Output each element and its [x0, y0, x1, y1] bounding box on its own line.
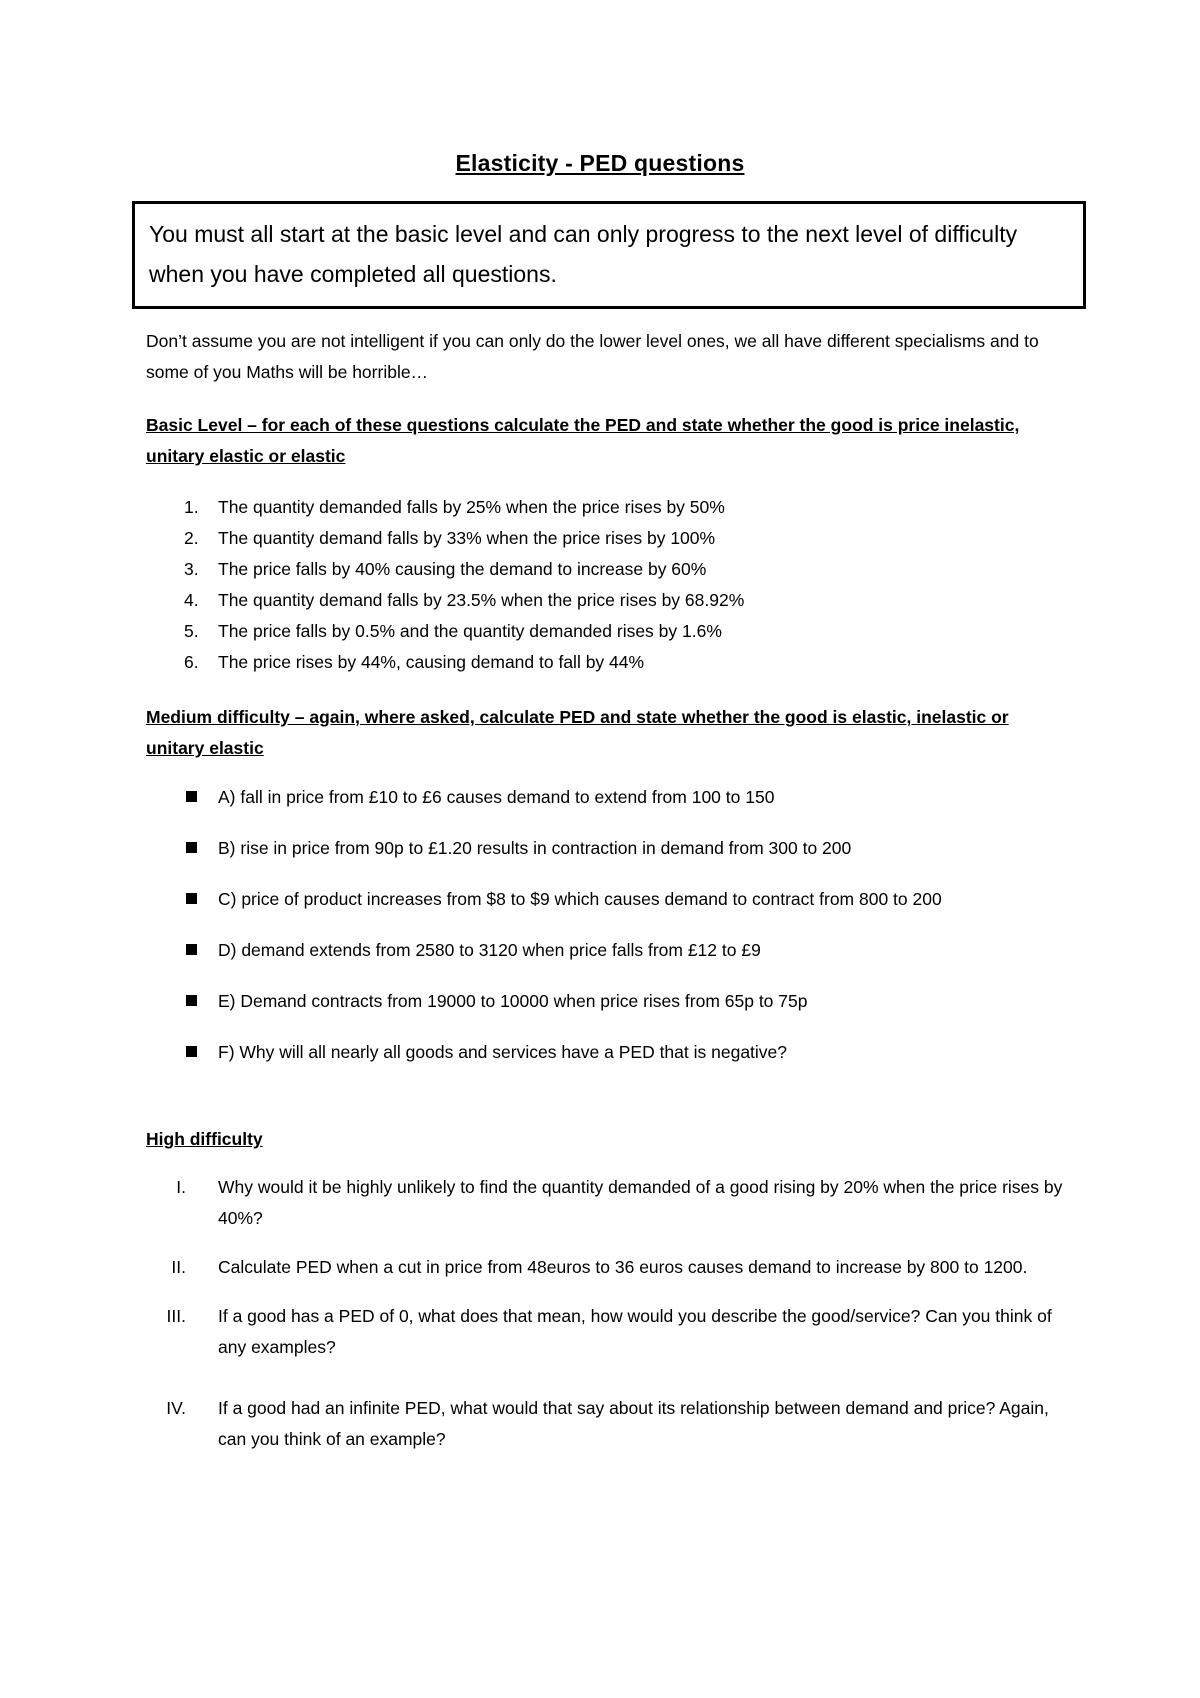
intro-paragraph: Don’t assume you are not intelligent if you can only do the lower level ones, we all have different specialisms and to some of you Maths will be horrible…	[146, 331, 1039, 382]
basic-question-item	[146, 647, 1076, 678]
notice-text: You must all start at the basic level and can only progress to the next level of difficulty when you have completed all questions.	[149, 221, 1018, 287]
notice-box	[132, 201, 1086, 309]
question-number: 4.	[184, 590, 199, 610]
medium-question-item	[146, 833, 1076, 864]
question-text: The price rises by 44%, causing demand to fall by 44%	[218, 652, 645, 672]
medium-question-item	[146, 986, 1076, 1017]
question-number: 2.	[184, 528, 199, 548]
question-text: The quantity demand falls by 23.5% when the price rises by 68.92%	[218, 590, 745, 610]
basic-question-item	[146, 523, 1076, 554]
square-bullet-icon	[186, 791, 197, 802]
square-bullet-icon	[186, 1046, 197, 1057]
medium-question-item	[146, 1037, 1076, 1068]
high-question-item	[146, 1301, 1076, 1363]
medium-difficulty-heading: Medium difficulty – again, where asked, calculate PED and state whether the good is elastic, inelastic or unitary elastic	[146, 707, 1009, 758]
question-text: F) Why will all nearly all goods and services have a PED that is negative?	[218, 1042, 788, 1062]
question-text: C) price of product increases from $8 to $9 which causes demand to contract from 800 to 200	[218, 889, 942, 909]
basic-question-item	[146, 585, 1076, 616]
question-text: If a good has a PED of 0, what does that mean, how would you describe the good/service? Can you think of any examples?	[218, 1306, 1052, 1357]
basic-question-item	[146, 616, 1076, 647]
high-question-list	[146, 1172, 1076, 1473]
basic-question-item	[146, 492, 1076, 523]
question-text: The quantity demand falls by 33% when the price rises by 100%	[218, 528, 716, 548]
question-number: I.	[176, 1177, 186, 1197]
question-text: Calculate PED when a cut in price from 48euros to 36 euros causes demand to increase by 800 to 1200.	[218, 1257, 1028, 1277]
square-bullet-icon	[186, 944, 197, 955]
medium-question-item	[146, 935, 1076, 966]
square-bullet-icon	[186, 995, 197, 1006]
document-title: Elasticity - PED questions	[455, 150, 745, 176]
question-number: 3.	[184, 559, 199, 579]
medium-question-list	[146, 782, 1076, 1088]
question-text: A) fall in price from £10 to £6 causes demand to extend from 100 to 150	[218, 787, 775, 807]
question-text: If a good had an infinite PED, what would that say about its relationship between demand and price? Again, can you think of an example?	[218, 1398, 1049, 1449]
high-question-item	[146, 1252, 1076, 1283]
question-number: 1.	[184, 497, 199, 517]
medium-question-item	[146, 782, 1076, 813]
question-text: The price falls by 0.5% and the quantity demanded rises by 1.6%	[218, 621, 722, 641]
question-text: Why would it be highly unlikely to find the quantity demanded of a good rising by 20% when the price rises by 40%?	[218, 1177, 1063, 1228]
high-difficulty-heading: High difficulty	[146, 1129, 263, 1149]
high-question-item	[146, 1172, 1076, 1234]
high-question-item	[146, 1393, 1076, 1455]
question-text: B) rise in price from 90p to £1.20 results in contraction in demand from 300 to 200	[218, 838, 852, 858]
question-text: E) Demand contracts from 19000 to 10000 when price rises from 65p to 75p	[218, 991, 808, 1011]
question-number: 6.	[184, 652, 199, 672]
question-number: III.	[166, 1306, 186, 1326]
question-text: The price falls by 40% causing the demand to increase by 60%	[218, 559, 707, 579]
square-bullet-icon	[186, 842, 197, 853]
square-bullet-icon	[186, 893, 197, 904]
question-text: The quantity demanded falls by 25% when the price rises by 50%	[218, 497, 725, 517]
question-number: II.	[171, 1257, 186, 1277]
question-text: D) demand extends from 2580 to 3120 when price falls from £12 to £9	[218, 940, 761, 960]
basic-question-list	[146, 492, 1076, 678]
question-number: 5.	[184, 621, 199, 641]
question-number: IV.	[166, 1398, 186, 1418]
basic-level-heading: Basic Level – for each of these questions calculate the PED and state whether the good is price inelastic, unitary elastic or elastic	[146, 415, 1020, 466]
basic-question-item	[146, 554, 1076, 585]
medium-question-item	[146, 884, 1076, 915]
